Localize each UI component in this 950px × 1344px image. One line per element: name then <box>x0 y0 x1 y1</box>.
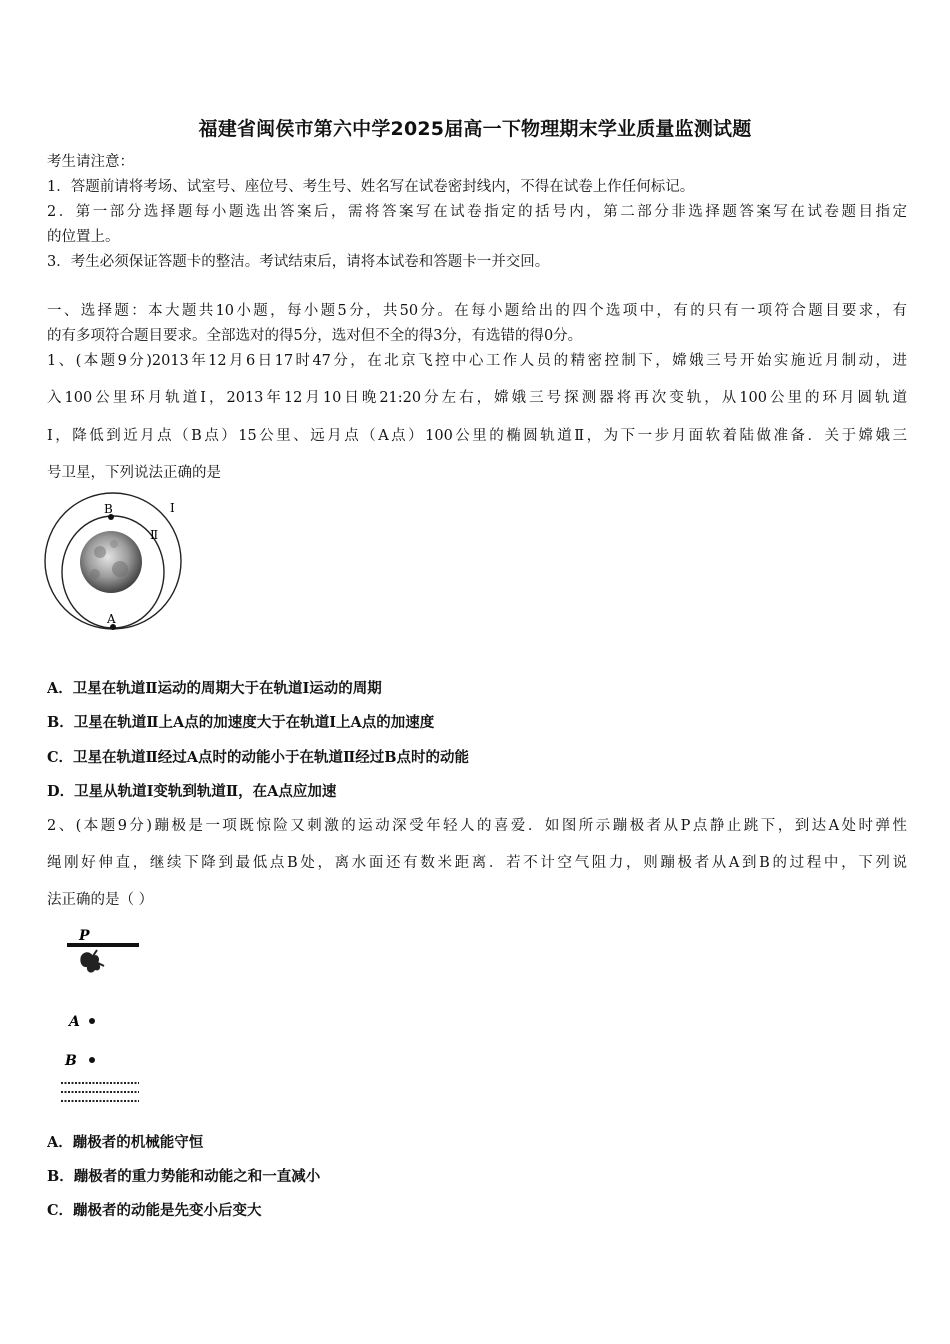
point-b-label: B <box>104 502 113 516</box>
section-heading: 一、选择题：本大题共10小题，每小题5分，共50分。在每小题给出的四个选项中，有的只有一项符合题目要求，有 <box>47 303 907 319</box>
question-1-stem: 入100公里环月轨道Ⅰ，2013年12月10日晚21:20分左右，嫦娥三号探测器将再次变轨，从100公里的环月圆轨道 <box>47 390 907 406</box>
point-b-dot <box>89 1057 95 1063</box>
moon-orbit-figure <box>40 492 200 632</box>
moon-crater <box>110 540 118 548</box>
point-a-label: A <box>69 1014 80 1030</box>
notice-item: 2．第一部分选择题每小题选出答案后，需将答案写在试卷指定的括号内，第二部分非选择题答案写在试卷题目指定 <box>47 204 907 220</box>
point-p-label: P <box>79 928 90 944</box>
question-2-option: C．蹦极者的动能是先变小后变大 <box>47 1202 262 1219</box>
orbit-2-label: Ⅱ <box>150 528 159 542</box>
point-a-dot <box>89 1018 95 1024</box>
question-2-stem: 绳刚好伸直，继续下降到最低点B处，离水面还有数米距离．若不计空气阻力，则蹦极者从A到B的过程中，下列说 <box>47 855 907 871</box>
moon-crater <box>90 569 100 579</box>
question-2-stem: 2、(本题9分)蹦极是一项既惊险又刺激的运动深受年轻人的喜爱．如图所示蹦极者从P点静止跳下，到达A处时弹性 <box>47 818 907 834</box>
question-1-option: B．卫星在轨道Ⅱ上A点的加速度大于在轨道Ⅰ上A点的加速度 <box>47 714 435 731</box>
question-1-option: D．卫星从轨道Ⅰ变轨到轨道Ⅱ，在A点应加速 <box>47 783 337 800</box>
section-instructions: 的有多项符合题目要求。全部选对的得5分，选对但不全的得3分，有选错的得0分。 <box>47 328 583 344</box>
question-2-option: B．蹦极者的重力势能和动能之和一直减小 <box>47 1168 321 1185</box>
moon-image <box>80 531 142 593</box>
orbit-1-label: Ⅰ <box>170 501 175 515</box>
question-2-option: A．蹦极者的机械能守恒 <box>47 1134 204 1151</box>
moon-crater <box>112 561 128 577</box>
moon-crater <box>94 546 106 558</box>
question-1-option: C．卫星在轨道Ⅱ经过A点时的动能小于在轨道Ⅱ经过B点时的动能 <box>47 749 469 766</box>
platform-bar <box>67 943 139 947</box>
jumper-figure <box>80 952 100 972</box>
notice-item: 1．答题前请将考场、试室号、座位号、考生号、姓名写在试卷密封线内，不得在试卷上作任何标记。 <box>47 179 695 195</box>
point-b-label: B <box>65 1053 77 1069</box>
point-a-label: A <box>107 612 116 626</box>
notice-item: 的位置上。 <box>47 229 120 245</box>
question-1-option: A．卫星在轨道Ⅱ运动的周期大于在轨道Ⅰ运动的周期 <box>47 680 382 697</box>
question-1-stem: 1、(本题9分)2013年12月6日17时47分，在北京飞控中心工作人员的精密控制下，嫦娥三号开始实施近月制动，进 <box>47 353 907 369</box>
question-1-stem: Ⅰ，降低到近月点（B点）15公里、远月点（A点）100公里的椭圆轨道Ⅱ，为下一步月面软着陆做准备．关于嫦娥三 <box>47 428 907 444</box>
question-1-stem: 号卫星，下列说法正确的是 <box>47 465 221 481</box>
question-2-stem: 法正确的是（ ） <box>47 892 154 908</box>
notice-item: 3．考生必须保证答题卡的整洁。考试结束后，请将本试卷和答题卡一并交回。 <box>47 254 550 270</box>
bungee-figure <box>55 922 150 1112</box>
page-title: 福建省闽侯市第六中学2025届高一下物理期末学业质量监测试题 <box>198 118 752 140</box>
notice-heading: 考生请注意： <box>47 154 134 170</box>
